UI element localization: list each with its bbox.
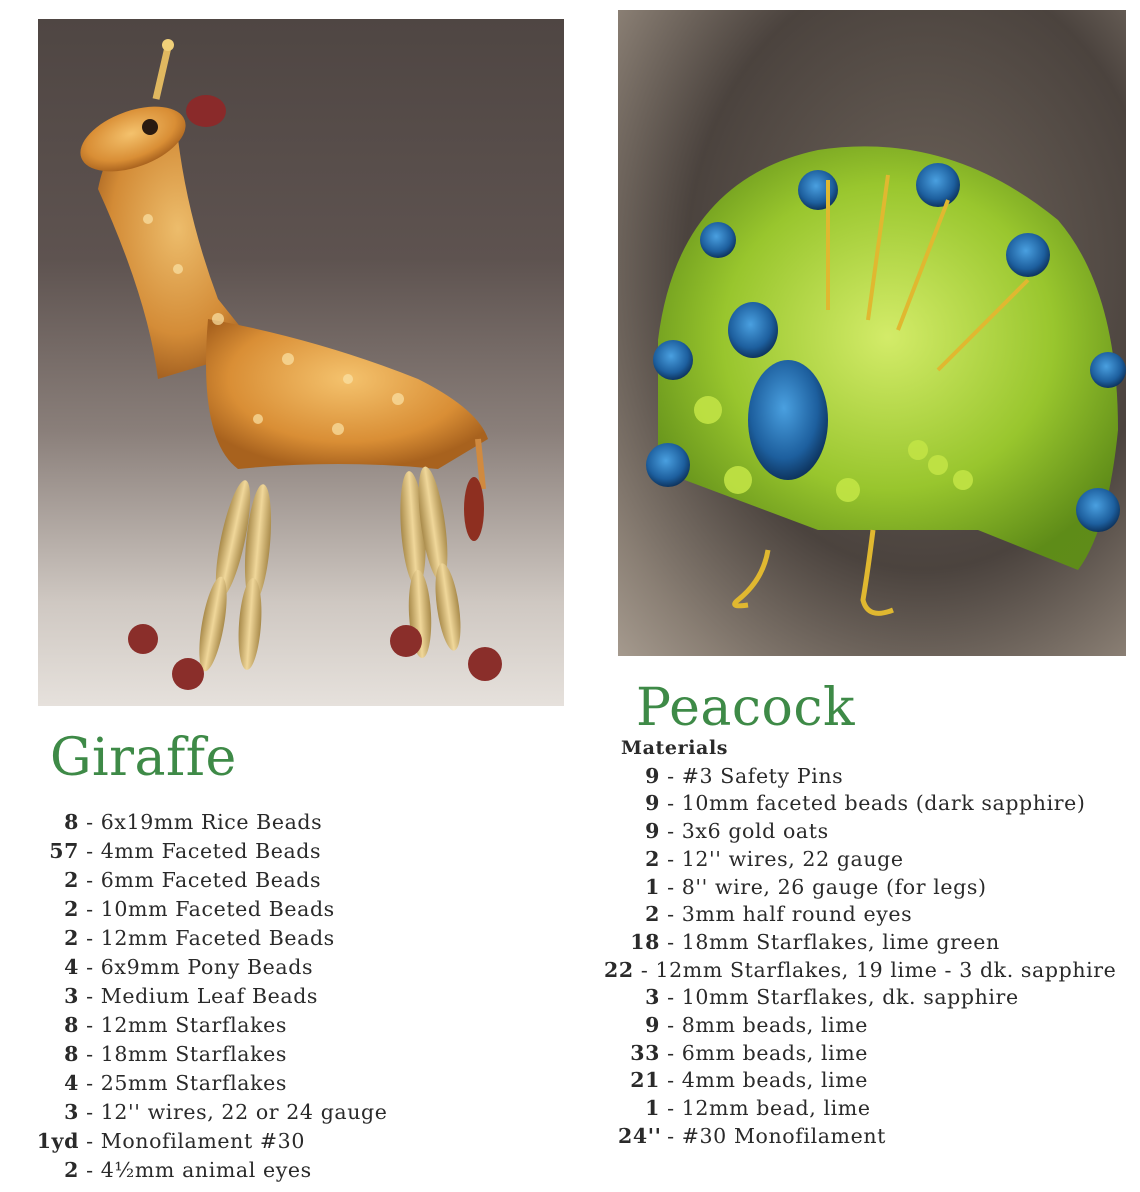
material-item [30,866,388,895]
material-quantity: 8 [64,1042,79,1066]
material-quantity: 9 [645,1013,660,1038]
material-description: 18mm Starflakes [100,1042,287,1066]
material-description: 4½mm animal eyes [100,1158,312,1182]
material-item [618,1123,1118,1151]
material-quantity: 8 [64,1013,79,1037]
material-item [618,901,1118,929]
separator: - [79,926,101,950]
material-quantity: 9 [645,763,660,788]
material-item [30,1069,388,1098]
material-description: Medium Leaf Beads [100,984,319,1008]
separator: - [79,897,101,921]
material-item [618,790,1118,818]
material-item [618,846,1118,874]
giraffe-photo [38,19,564,706]
peacock-materials-list [604,735,1118,1151]
material-quantity: 8 [64,810,79,834]
material-item [30,1098,388,1127]
material-description: 12mm Starflakes, 19 lime - 3 dk. sapphire [655,957,1117,982]
material-description: 3x6 gold oats [681,819,829,844]
material-item [30,953,388,982]
material-quantity: 21 [630,1068,660,1093]
material-quantity: 33 [630,1040,660,1065]
material-item [30,808,388,837]
material-description: 6mm beads, lime [681,1040,869,1065]
material-quantity: 1yd [36,1129,79,1153]
peacock-title: Peacock [636,678,855,738]
material-item [30,1127,388,1156]
materials-heading: Materials [621,737,729,759]
separator: - [633,957,656,982]
separator: - [79,839,101,863]
material-description: 12'' wires, 22 gauge [681,846,904,871]
material-item [618,929,1118,957]
material-quantity: 2 [64,868,79,892]
material-description: #30 Monofilament [681,1123,886,1148]
material-item [30,895,388,924]
material-quantity: 3 [64,984,79,1008]
material-item [618,818,1118,846]
separator: - [660,1096,682,1121]
separator: - [660,1068,682,1093]
separator: - [660,929,682,954]
separator: - [660,791,682,816]
material-item [618,1067,1118,1095]
separator: - [660,1013,682,1038]
separator: - [660,846,682,871]
material-quantity: 9 [645,819,660,844]
material-description: Monofilament #30 [100,1129,305,1153]
material-quantity: 1 [645,1096,660,1121]
material-description: 12mm Starflakes [100,1013,287,1037]
separator: - [660,874,682,899]
separator: - [660,763,682,788]
separator: - [660,819,682,844]
material-description: #3 Safety Pins [681,763,844,788]
separator: - [660,1123,682,1148]
material-description: 12'' wires, 22 or 24 gauge [100,1100,388,1124]
material-description: 3mm half round eyes [681,902,913,927]
peacock-photo [618,10,1126,656]
material-description: 4mm Faceted Beads [100,839,322,863]
material-quantity: 2 [64,897,79,921]
separator: - [79,1158,101,1182]
material-quantity: 4 [64,1071,79,1095]
giraffe-title: Giraffe [50,728,237,788]
separator: - [79,984,101,1008]
separator: - [79,868,101,892]
separator: - [79,1013,101,1037]
material-quantity: 2 [645,846,660,871]
material-description: 6x19mm Rice Beads [100,810,323,834]
material-description: 18mm Starflakes, lime green [681,929,1000,954]
material-quantity: 3 [64,1100,79,1124]
separator: - [79,955,101,979]
separator: - [79,810,101,834]
material-quantity: 2 [64,926,79,950]
separator: - [79,1071,101,1095]
separator: - [660,985,682,1010]
material-description: 10mm Faceted Beads [100,897,335,921]
material-quantity: 1 [645,874,660,899]
material-item [618,874,1118,902]
material-description: 12mm bead, lime [681,1096,871,1121]
material-quantity: 57 [49,839,79,863]
giraffe-materials-list [30,808,388,1185]
material-description: 4mm beads, lime [681,1068,869,1093]
material-description: 10mm faceted beads (dark sapphire) [681,791,1086,816]
material-description: 25mm Starflakes [100,1071,287,1095]
material-quantity: 24'' [618,1123,662,1148]
material-description: 6x9mm Pony Beads [100,955,314,979]
material-item [618,1012,1118,1040]
separator: - [79,1129,101,1153]
material-description: 6mm Faceted Beads [100,868,322,892]
material-item [30,1011,388,1040]
separator: - [660,902,682,927]
material-item [30,1040,388,1069]
material-item [30,924,388,953]
material-quantity: 9 [645,791,660,816]
separator: - [79,1100,101,1124]
material-quantity: 4 [64,955,79,979]
material-quantity: 18 [630,929,660,954]
material-item [618,984,1118,1012]
material-description: 12mm Faceted Beads [100,926,335,950]
material-item [30,837,388,866]
material-quantity: 22 [604,957,634,982]
material-quantity: 3 [645,985,660,1010]
material-quantity: 2 [645,902,660,927]
material-item [618,1095,1118,1123]
material-item [30,1156,388,1185]
material-description: 8mm beads, lime [681,1013,869,1038]
material-quantity: 2 [64,1158,79,1182]
material-item [618,1040,1118,1068]
material-item [30,982,388,1011]
material-description: 10mm Starflakes, dk. sapphire [681,985,1019,1010]
material-item [618,763,1118,791]
separator: - [79,1042,101,1066]
material-description: 8'' wire, 26 gauge (for legs) [681,874,987,899]
separator: - [660,1040,682,1065]
material-item [604,957,1118,985]
